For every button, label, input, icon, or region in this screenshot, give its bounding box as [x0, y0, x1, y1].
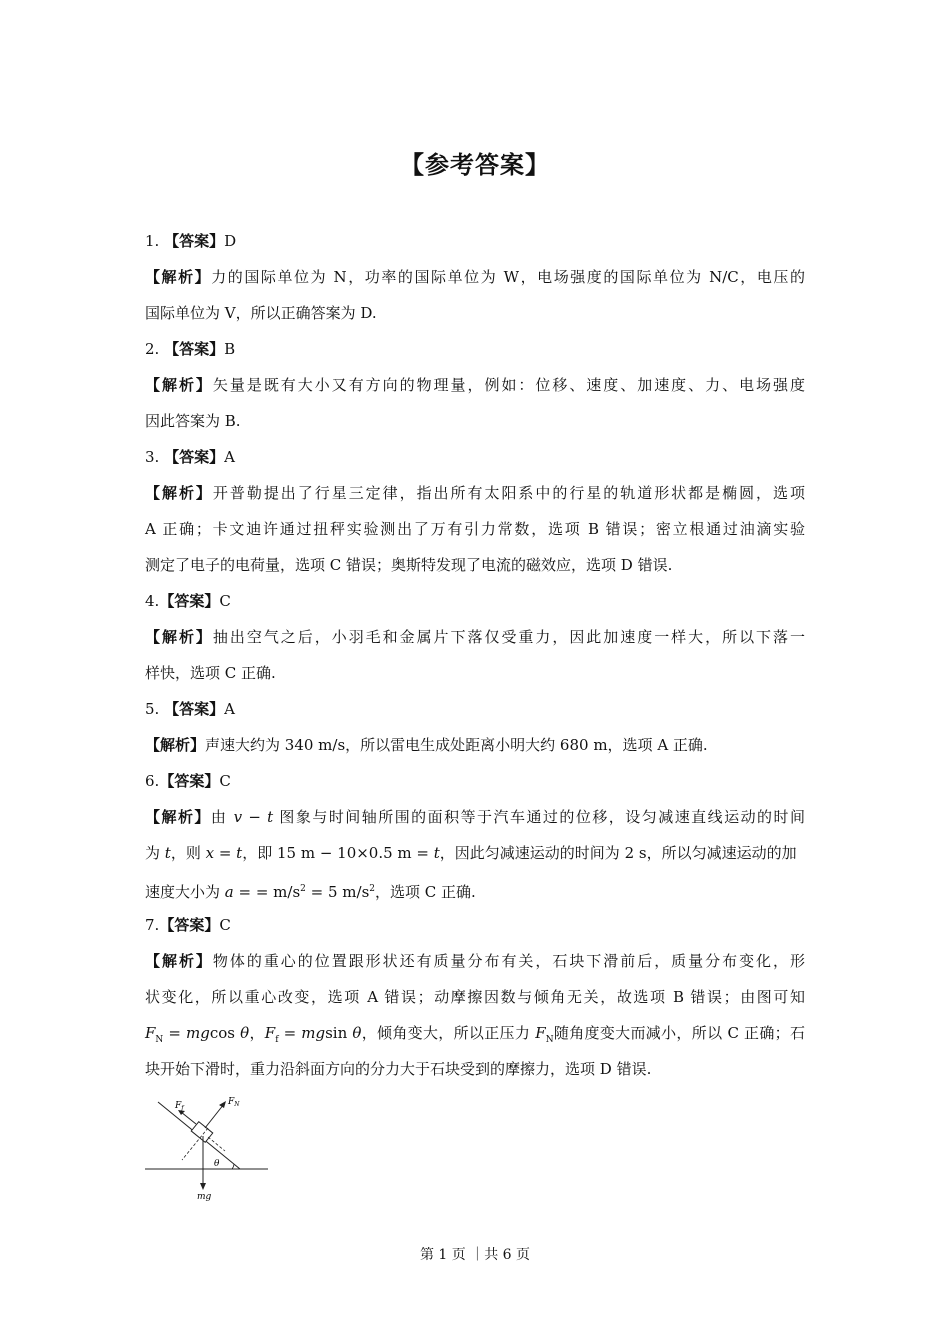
footer-text: 第	[419, 1247, 439, 1263]
var-F: F	[535, 1024, 546, 1042]
analysis-text: 声速大约为 340 m/s，所以雷电生成处距离小明大约 680 m，选项 A 正确.	[205, 736, 708, 754]
text: =	[163, 1024, 187, 1042]
answer-label: 【答案】	[164, 340, 225, 358]
page-title: 【参考答案】	[400, 151, 550, 179]
var-F: F	[145, 1024, 156, 1042]
answer-line-3	[145, 439, 805, 475]
var-F: F	[264, 1024, 276, 1042]
analysis-label: 【解析】	[145, 268, 212, 286]
var-t: t	[236, 844, 243, 862]
fn-label	[227, 1097, 240, 1108]
analysis-line: 因此答案为 B.	[145, 412, 241, 430]
stone-block	[191, 1122, 213, 1143]
incline-force-diagram	[140, 1092, 275, 1207]
var-t: t	[267, 808, 274, 826]
var-v: v	[233, 808, 243, 826]
text: ，则	[170, 844, 206, 862]
answer-content	[145, 223, 805, 1087]
answer-value: C	[219, 772, 231, 790]
text: 速度大小为	[145, 883, 225, 901]
text: ，选项 C 正确.	[375, 883, 476, 901]
page-number: 1	[438, 1247, 448, 1263]
subscript: N	[155, 1035, 164, 1045]
subscript: f	[275, 1035, 279, 1045]
text: 由	[210, 808, 234, 826]
text: cos	[209, 1024, 241, 1042]
var-theta: θ	[352, 1024, 362, 1042]
analysis-line: 国际单位为 V，所以正确答案为 D.	[145, 304, 377, 322]
footer-text: 页 ｜共	[447, 1247, 503, 1263]
text: ，因此匀减速运动的时间为 2 s，所以匀减速运动的加	[439, 844, 797, 862]
fn-subscript: N	[234, 1101, 240, 1108]
analysis-line	[145, 835, 805, 871]
text: = 5 m/s	[305, 883, 370, 901]
analysis-line	[145, 1015, 805, 1051]
item-number: 4.	[145, 592, 160, 610]
ff-letter: F	[175, 1101, 182, 1111]
analysis-text: 抽出空气之后，小羽毛和金属片下落仅受重力，因此加速度一样大，所以下落一	[212, 628, 805, 646]
analysis-label: 【解析】	[145, 628, 213, 646]
analysis-line: 测定了电子的电荷量，选项 C 错误；奥斯特发现了电流的磁效应，选项 D 错误.	[145, 556, 673, 574]
analysis-line: A 正确；卡文迪许通过扭秤实验测出了万有引力常数，选项 B 错误；密立根通过油滴实验	[145, 520, 805, 538]
answer-label: 【答案】	[164, 700, 225, 718]
answer-line-6	[145, 763, 805, 799]
ff-subscript: f	[181, 1105, 184, 1112]
incline-dashed-line	[208, 1137, 225, 1151]
text: 随角度变大而减小，所以 C 正确；石	[553, 1024, 805, 1042]
footer-text: 页	[511, 1247, 531, 1263]
answer-label: 【答案】	[159, 916, 220, 934]
analysis-line: 块开始下滑时，重力沿斜面方向的分力大于石块受到的摩擦力，选项 D 错误.	[145, 1060, 652, 1078]
analysis-text: 物体的重心的位置跟形状还有质量分布有关，石块下滑前后，质量分布变化，形	[212, 952, 805, 970]
text: =	[278, 1024, 302, 1042]
analysis-label: 【解析】	[145, 736, 206, 754]
analysis-line	[145, 799, 805, 835]
item-number: 2.	[145, 340, 165, 358]
mg-label: mg	[197, 1192, 212, 1202]
item-number: 3.	[145, 448, 165, 466]
answer-label: 【答案】	[164, 232, 225, 250]
var-mg: mg	[301, 1024, 326, 1042]
item-number: 1.	[145, 232, 165, 250]
text: ，倾角变大，所以正压力	[361, 1024, 536, 1042]
fn-arrowhead	[219, 1101, 226, 1108]
analysis-line	[145, 943, 805, 979]
text: =	[214, 844, 237, 862]
analysis-label: 【解析】	[145, 808, 211, 826]
var-x: x	[205, 844, 215, 862]
answer-value: D	[224, 232, 237, 250]
text: =	[233, 883, 256, 901]
text: 为	[145, 844, 165, 862]
analysis-label: 【解析】	[145, 952, 213, 970]
answer-value: C	[219, 916, 231, 934]
analysis-line	[145, 727, 805, 763]
ff-label	[174, 1101, 185, 1112]
analysis-label: 【解析】	[145, 484, 213, 502]
var-t: t	[164, 844, 171, 862]
analysis-line: 样快，选项 C 正确.	[145, 664, 276, 682]
answer-value: B	[224, 340, 236, 358]
answer-label: 【答案】	[159, 772, 220, 790]
answer-label: 【答案】	[164, 448, 225, 466]
item-number: 5.	[145, 700, 165, 718]
var-a: a	[224, 883, 234, 901]
answer-line-7	[145, 907, 805, 943]
text: ，	[249, 1024, 265, 1042]
fn-letter: F	[228, 1097, 235, 1107]
analysis-label: 【解析】	[145, 376, 213, 394]
item-number: 6.	[145, 772, 160, 790]
analysis-line: 状变化，所以重心改变，选项 A 错误；动摩擦因数与倾角无关，故选项 B 错误；由图可知	[145, 988, 805, 1006]
text: 图象与时间轴所围的面积等于汽车通过的位移，设匀减速直线运动的时间	[273, 808, 805, 826]
fn-arrow	[205, 1104, 224, 1128]
text: ，即 15 m − 10×0.5 m =	[242, 844, 434, 862]
analysis-line	[145, 619, 805, 655]
answer-value: C	[219, 592, 231, 610]
answer-line-4	[145, 583, 805, 619]
analysis-text: 矢量是既有大小又有方向的物理量，例如：位移、速度、加速度、力、电场强度	[212, 376, 805, 394]
mg-arrowhead	[200, 1183, 206, 1190]
theta-arc	[232, 1164, 234, 1169]
analysis-text: 力的国际单位为 N，功率的国际单位为 W，电场强度的国际单位为 N/C，电压的	[211, 268, 805, 286]
analysis-line	[145, 475, 805, 511]
answer-line-1	[145, 223, 805, 259]
answer-value: A	[224, 448, 235, 466]
analysis-line	[145, 367, 805, 403]
superscript: 2	[369, 884, 376, 894]
theta-label: θ	[214, 1159, 220, 1169]
page-total: 6	[502, 1247, 512, 1263]
analysis-line	[145, 871, 805, 907]
text: −	[242, 808, 268, 826]
item-number: 7.	[145, 916, 160, 934]
superscript: 2	[300, 884, 306, 894]
text: = m/s	[255, 883, 301, 901]
var-theta: θ	[240, 1024, 250, 1042]
text: sin	[325, 1024, 353, 1042]
answer-label: 【答案】	[159, 592, 220, 610]
answer-value: A	[224, 700, 235, 718]
var-t: t	[433, 844, 440, 862]
analysis-line	[145, 259, 805, 295]
answer-line-2	[145, 331, 805, 367]
var-mg: mg	[186, 1024, 210, 1042]
subscript: N	[545, 1035, 554, 1045]
answer-line-5	[145, 691, 805, 727]
page-footer	[0, 1244, 950, 1264]
analysis-text: 开普勒提出了行星三定律，指出所有太阳系中的行星的轨道形状都是椭圆，选项	[212, 484, 805, 502]
